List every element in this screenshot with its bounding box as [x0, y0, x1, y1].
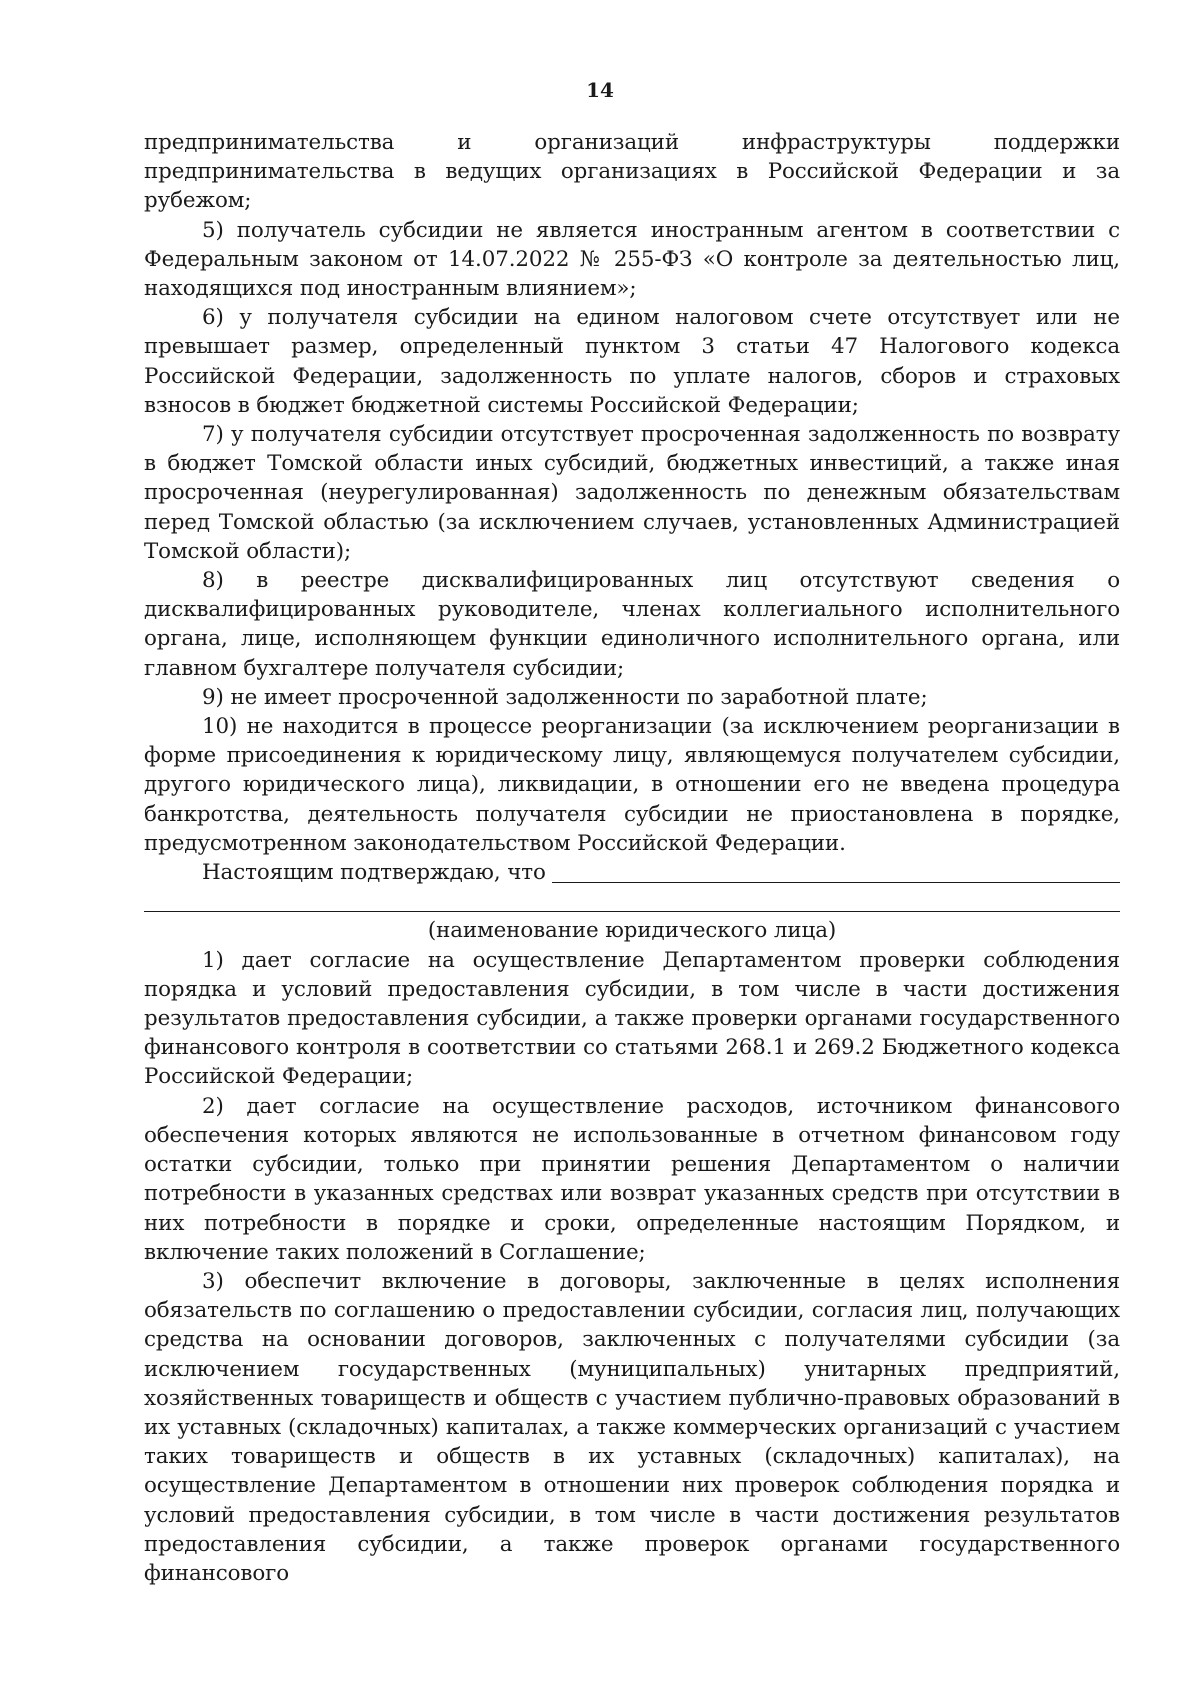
consent-item-1: 1) дает согласие на осуществление Департаментом проверки соблюдения порядка и условий предоставления субсидии, в том числе в части достижения результатов предоставления субсидии, а также проверки органами государственного финансового контроля в соответствии со статьями 268.1 и 269.2 Бюджетного кодекса Российской Федерации;	[144, 947, 1120, 1090]
list-item-9: 9) не имеет просроченной задолженности по заработной плате;	[202, 684, 928, 710]
list-item-8: 8) в реестре дисквалифицированных лиц отсутствуют сведения о дисквалифицированных руководителе, членах коллегиального исполнительного органа, лице, исполняющем функции единоличного исполнительного органа, или главном бухгалтере получателя субсидии;	[144, 568, 1120, 681]
entity-name-blank-line[interactable]	[144, 887, 1120, 916]
entity-name-caption: (наименование юридического лица)	[427, 918, 837, 944]
consent-item-3: 3) обеспечит включение в договоры, заключенные в целях исполнения обязательств по соглашению о предоставлении субсидии, согласия лиц, получающих средства на основании договоров, заключенных с получателями субсидии (за исключением государственных (муниципальных) унитарных предприятий, хозяйственных товариществ и обществ с участием публично-правовых образований в их уставных (складочных) капиталах, а также коммерческих организаций с участием таких товариществ и обществ в их уставных (складочных) капиталах), на осуществление Департаментом в отношении них проверок соблюдения порядка и условий предоставления субсидии, в том числе в части достижения результатов предоставления субсидии, а также проверок органами государственного финансового	[144, 1268, 1120, 1586]
list-item-10: 10) не находится в процессе реорганизации (за исключением реорганизации в форме присоединения к юридическому лицу, являющемуся получателем субсидии, другого юридического лица), ликвидации, в отношении его не введена процедура банкротства, деятельность получателя субсидии не приостановлена в порядке, предусмотренном законодательством Российской Федерации.	[144, 714, 1120, 856]
paragraph-continuation: предпринимательства в ведущих организациях в Российской Федерации и за рубежом;	[144, 159, 1120, 214]
document-body	[144, 128, 1120, 1588]
list-item-7: 7) у получателя субсидии отсутствует просроченная задолженность по возврату в бюджет Томской области иных субсидий, бюджетных инвестиций, а также иная просроченная (неурегулированная) задолженность по денежным обязательствам перед Томской областью (за исключением случаев, установленных Администрацией Томской области);	[144, 422, 1120, 564]
consent-item-2: 2) дает согласие на осуществление расходов, источником финансового обеспечения которых являются не использованные в отчетном финансовом году остатки субсидии, только при принятии решения Департаментом о наличии потребности в указанных средствах или возврат указанных средств при отсутствии в них потребности в порядке и сроки, определенные настоящим Порядком, и включение таких положений в Соглашение;	[144, 1093, 1120, 1265]
underline-rule	[144, 911, 1120, 912]
list-item-6: 6) у получателя субсидии на едином налоговом счете отсутствует или не превышает размер, определенный пунктом 3 статьи 47 Налогового кодекса Российской Федерации, задолженность по уплате налогов, сборов и страховых взносов в бюджет бюджетной системы Российской Федерации;	[144, 305, 1120, 418]
confirmation-line	[144, 858, 1120, 887]
confirmation-label: Настоящим подтверждаю, что	[202, 860, 546, 886]
list-item-5: 5) получатель субсидии не является иностранным агентом в соответствии с Федеральным законом от 14.07.2022 № 255-ФЗ «О контроле за деятельностью лиц, находящихся под иностранным влиянием»;	[144, 217, 1120, 302]
paragraph-continuation-line1: предпринимательства и организаций инфраструктуры поддержки	[144, 130, 1120, 155]
page-number: 14	[586, 78, 614, 102]
entity-name-blank[interactable]	[552, 862, 1120, 883]
